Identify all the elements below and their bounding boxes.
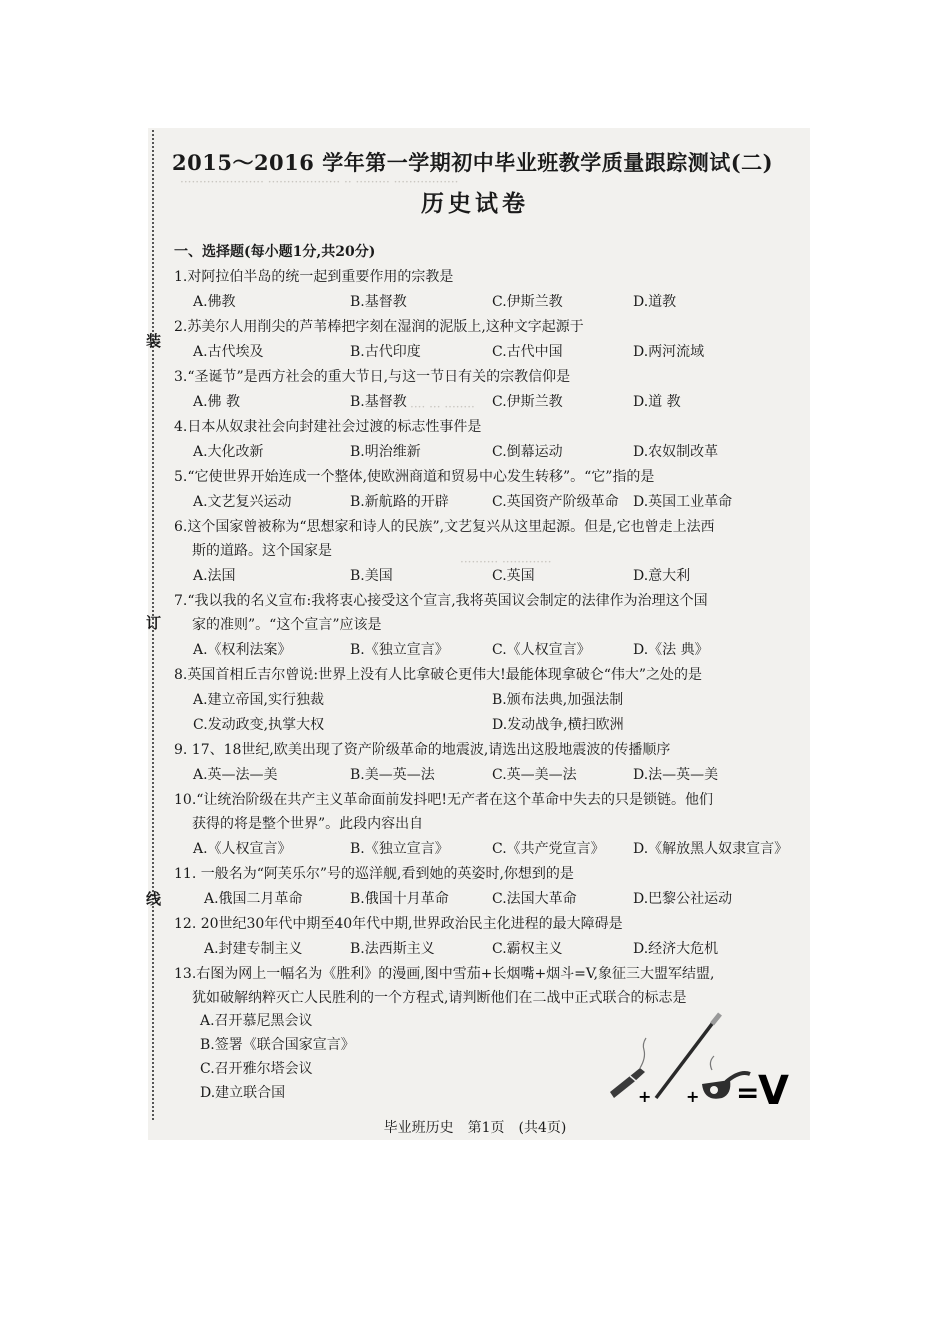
question-9-stem: 9. 17、18世纪,欧美出现了资产阶级革命的地震波,请选出这股地震波的传播顺序 xyxy=(174,742,671,758)
question-8-option-d[interactable]: D.发动战争,横扫欧洲 xyxy=(492,717,624,733)
question-6-stem: 6.这个国家曾被称为“思想家和诗人的民族”,文艺复兴从这里起源。但是,它也曾走上法西 xyxy=(174,519,715,535)
question-5-option-a[interactable]: A.文艺复兴运动 xyxy=(193,494,292,510)
question-5-option-c[interactable]: C.英国资产阶级革命 xyxy=(492,494,619,510)
equals-sign: = xyxy=(736,1076,760,1109)
question-10-option-a[interactable]: A.《人权宣言》 xyxy=(193,841,292,857)
question-13-stem-continued: 犹如破解纳粹灭亡人民胜利的一个方程式,请判断他们在二战中正式联合的标志是 xyxy=(192,990,687,1006)
question-5-option-d[interactable]: D.英国工业革命 xyxy=(633,494,733,510)
question-8-option-a[interactable]: A.建立帝国,实行独裁 xyxy=(193,692,325,708)
question-6-option-b[interactable]: B.美国 xyxy=(350,568,393,584)
question-11-option-b[interactable]: B.俄国十月革命 xyxy=(350,891,449,907)
question-12-option-c[interactable]: C.霸权主义 xyxy=(492,941,563,957)
question-12-option-a[interactable]: A.封建专制主义 xyxy=(204,941,303,957)
question-11-option-d[interactable]: D.巴黎公社运动 xyxy=(633,891,733,907)
question-12-option-d[interactable]: D.经济大危机 xyxy=(633,941,719,957)
question-8-stem: 8.英国首相丘吉尔曾说:世界上没有人比拿破仑更伟大!最能体现拿破仑“伟大”之处的是 xyxy=(174,667,703,683)
question-7-option-c[interactable]: C.《人权宣言》 xyxy=(492,642,591,658)
question-3-option-b[interactable]: B.基督教 xyxy=(350,394,407,410)
question-2-option-d[interactable]: D.两河流域 xyxy=(633,344,705,360)
question-3-stem: 3.“圣诞节”是西方社会的重大节日,与这一节日有关的宗教信仰是 xyxy=(174,369,571,385)
exam-subtitle: 历史试卷 xyxy=(421,190,529,217)
question-1-option-d[interactable]: D.道教 xyxy=(633,294,677,310)
question-13-option-c[interactable]: C.召开雅尔塔会议 xyxy=(200,1061,313,1077)
question-5-stem: 5.“它使世界开始连成一个整体,使欧洲商道和贸易中心发生转移”。“它”指的是 xyxy=(174,469,655,485)
question-6-option-c[interactable]: C.英国 xyxy=(492,568,535,584)
question-9-option-c[interactable]: C.英—美—法 xyxy=(492,767,577,783)
question-2-option-a[interactable]: A.古代埃及 xyxy=(193,344,264,360)
bleed-through-text: ···· ··· ········ xyxy=(410,400,475,414)
question-3-option-a[interactable]: A.佛 教 xyxy=(193,394,241,410)
question-6-stem-continued: 斯的道路。这个国家是 xyxy=(192,543,332,559)
question-1-option-b[interactable]: B.基督教 xyxy=(350,294,407,310)
question-10-stem: 10.“让统治阶级在共产主义革命面前发抖吧!无产者在这个革命中失去的只是锁链。他们 xyxy=(174,792,714,808)
question-4-option-b[interactable]: B.明治维新 xyxy=(350,444,421,460)
question-1-option-a[interactable]: A.佛教 xyxy=(193,294,236,310)
question-7-stem-continued: 家的准则”。“这个宣言”应该是 xyxy=(192,617,382,633)
question-11-option-a[interactable]: A.俄国二月革命 xyxy=(204,891,303,907)
question-12-stem: 12. 20世纪30年代中期至40年代中期,世界政治民主化进程的最大障碍是 xyxy=(174,916,623,932)
question-9-option-a[interactable]: A.英—法—美 xyxy=(193,767,278,783)
question-11-option-c[interactable]: C.法国大革命 xyxy=(492,891,577,907)
question-11-stem: 11. 一般名为“阿芙乐尔”号的巡洋舰,看到她的英姿时,你想到的是 xyxy=(174,866,574,882)
question-4-option-c[interactable]: C.倒幕运动 xyxy=(492,444,563,460)
bleed-through-text: ·········· ············· xyxy=(460,555,552,569)
victory-letter: V xyxy=(758,1068,789,1110)
question-6-option-a[interactable]: A.法国 xyxy=(193,568,236,584)
question-10-option-d[interactable]: D.《解放黑人奴隶宣言》 xyxy=(633,841,789,857)
question-8-option-c[interactable]: C.发动政变,执掌大权 xyxy=(193,717,325,733)
question-13-option-a[interactable]: A.召开慕尼黑会议 xyxy=(200,1013,313,1029)
question-2-option-c[interactable]: C.古代中国 xyxy=(492,344,563,360)
question-4-option-a[interactable]: A.大化改新 xyxy=(193,444,264,460)
bleed-through-text: ······················ ··················· ·· ········· ················· xyxy=(180,175,459,189)
binding-mark-zhuang: 装 xyxy=(146,332,162,350)
question-2-option-b[interactable]: B.古代印度 xyxy=(350,344,421,360)
question-4-option-d[interactable]: D.农奴制改革 xyxy=(633,444,719,460)
plus-sign: + xyxy=(686,1087,700,1106)
question-3-option-c[interactable]: C.伊斯兰教 xyxy=(492,394,563,410)
question-7-stem: 7.“我以我的名义宣布:我将衷心接受这个宣言,我将英国议会制定的法律作为治理这个国 xyxy=(174,593,708,609)
question-12-option-b[interactable]: B.法西斯主义 xyxy=(350,941,435,957)
question-13-stem: 13.右图为网上一幅名为《胜利》的漫画,图中雪茄+长烟嘴+烟斗=V,象征三大盟军结盟, xyxy=(174,966,715,982)
question-6-option-d[interactable]: D.意大利 xyxy=(633,568,691,584)
question-4-stem: 4.日本从奴隶社会向封建社会过渡的标志性事件是 xyxy=(174,419,482,435)
question-10-stem-continued: 获得的将是整个世界”。此段内容出自 xyxy=(192,816,424,832)
page-footer: 毕业班历史 第1页 (共4页) xyxy=(383,1120,567,1136)
question-2-stem: 2.苏美尔人用削尖的芦苇棒把字刻在湿润的泥版上,这种文字起源于 xyxy=(174,319,584,335)
binding-mark-xian: 线 xyxy=(146,890,162,908)
section-heading: 一、选择题(每小题1分,共20分) xyxy=(174,244,376,260)
question-3-option-d[interactable]: D.道 教 xyxy=(633,394,681,410)
plus-sign: + xyxy=(638,1087,652,1106)
question-1-option-c[interactable]: C.伊斯兰教 xyxy=(492,294,563,310)
question-5-option-b[interactable]: B.新航路的开辟 xyxy=(350,494,449,510)
question-10-option-b[interactable]: B.《独立宣言》 xyxy=(350,841,449,857)
victory-cartoon xyxy=(600,1010,800,1110)
question-9-option-d[interactable]: D.法—英—美 xyxy=(633,767,719,783)
question-10-option-c[interactable]: C.《共产党宣言》 xyxy=(492,841,605,857)
binding-mark-ding: 订 xyxy=(146,614,162,632)
question-9-option-b[interactable]: B.美—英—法 xyxy=(350,767,435,783)
question-1-stem: 1.对阿拉伯半岛的统一起到重要作用的宗教是 xyxy=(174,269,454,285)
question-7-option-b[interactable]: B.《独立宣言》 xyxy=(350,642,449,658)
question-13-option-b[interactable]: B.签署《联合国家宣言》 xyxy=(200,1037,355,1053)
question-13-option-d[interactable]: D.建立联合国 xyxy=(200,1085,286,1101)
question-7-option-d[interactable]: D.《法 典》 xyxy=(633,642,709,658)
exam-title: 2015～2016 学年第一学期初中毕业班教学质量跟踪测试(二) xyxy=(172,150,774,175)
question-8-option-b[interactable]: B.颁布法典,加强法制 xyxy=(492,692,624,708)
question-7-option-a[interactable]: A.《权利法案》 xyxy=(193,642,292,658)
